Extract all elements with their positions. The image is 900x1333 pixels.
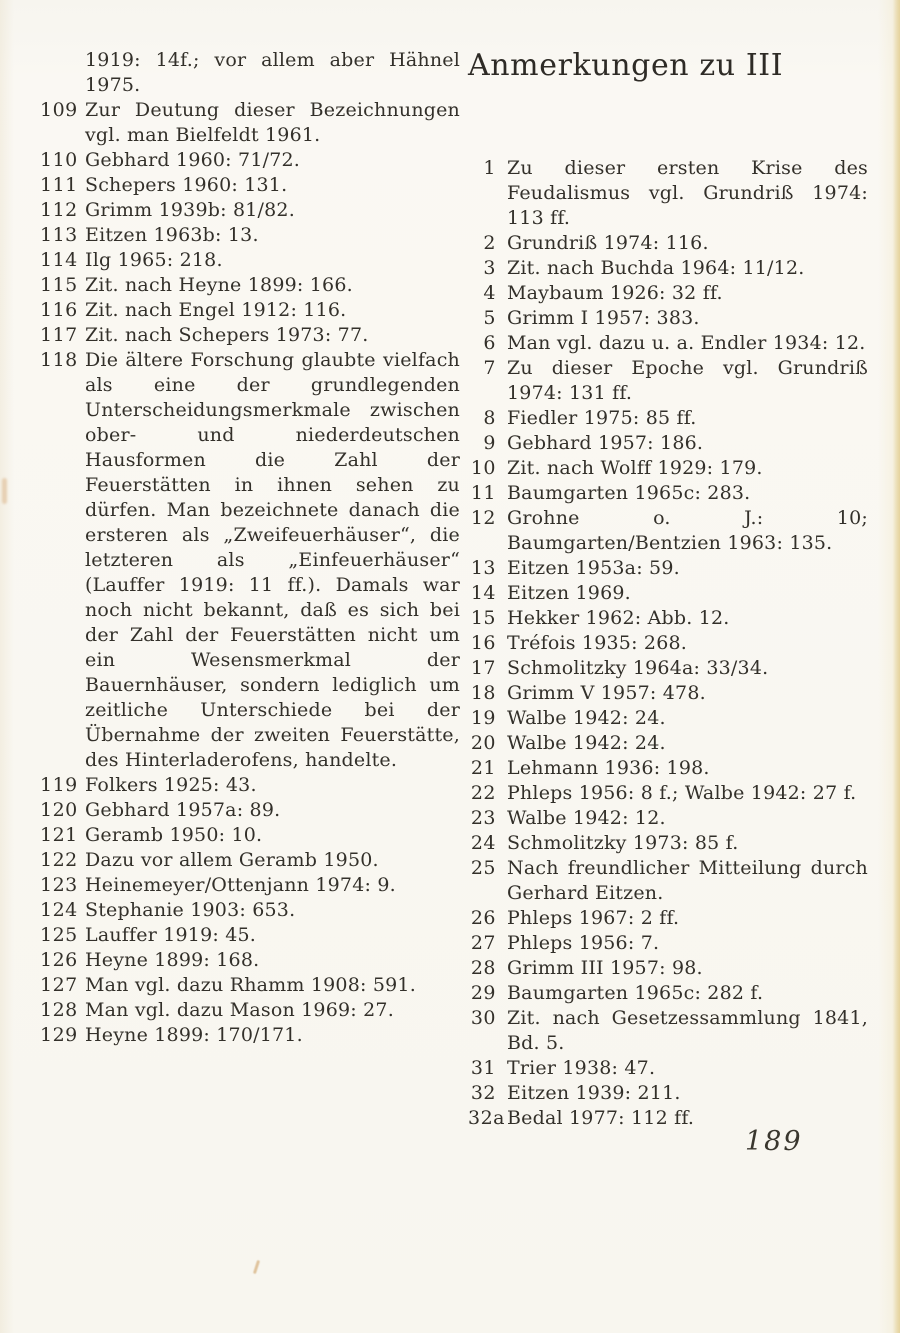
footnote-text: Grimm 1939b: 81/82.: [85, 199, 295, 221]
footnote-entry: [468, 806, 868, 831]
continuation-line: 1975.: [85, 74, 141, 96]
footnote-number: 22: [470, 782, 496, 804]
footnote-text: Dazu vor allem Geramb 1950.: [85, 849, 379, 871]
footnote-entry: [40, 273, 460, 298]
footnote-entry: [468, 556, 868, 581]
footnote-entry: [468, 781, 868, 806]
footnote-number: 26: [470, 907, 496, 929]
footnote-entry: [40, 348, 460, 773]
footnote-number: 28: [470, 957, 496, 979]
footnote-number: 18: [470, 682, 496, 704]
footnote-number: 118: [40, 349, 78, 371]
footnote-number: 6: [483, 332, 496, 354]
footnote-entry: [40, 948, 460, 973]
footnote-text: Hekker 1962: Abb. 12.: [507, 607, 730, 629]
footnote-text: Schepers 1960: 131.: [85, 174, 288, 196]
footnote-number: 21: [470, 757, 496, 779]
footnote-text: Zur Deutung dieser Bezeichnungen vgl. man Bielfeldt 1961.: [85, 99, 460, 146]
footnote-entry: [468, 606, 868, 631]
footnote-text: Phleps 1956: 7.: [507, 932, 660, 954]
footnote-text: Fiedler 1975: 85 ff.: [507, 407, 697, 429]
footnote-text: Ilg 1965: 218.: [85, 249, 223, 271]
footnote-number: 17: [470, 657, 496, 679]
footnote-number: 3: [483, 257, 496, 279]
footnote-text: Zit. nach Engel 1912: 116.: [85, 299, 347, 321]
footnote-entry: [468, 756, 868, 781]
footnote-entry: [40, 1023, 460, 1048]
footnote-entry: [468, 831, 868, 856]
footnote-entry: [468, 956, 868, 981]
footnote-entry: [468, 1081, 868, 1106]
footnote-entry: [40, 98, 460, 148]
footnote-text: Grimm V 1957: 478.: [507, 682, 706, 704]
page-number: 189: [745, 1126, 803, 1157]
footnote-text: Zu dieser Epoche vgl. Grundriß 1974: 131 ff.: [507, 357, 868, 404]
footnote-number: 116: [40, 299, 78, 321]
footnote-number: 32a: [468, 1107, 506, 1129]
footnote-number: 112: [40, 199, 78, 221]
footnote-text: Zit. nach Gesetzessammlung 1841, Bd. 5.: [507, 1007, 868, 1054]
footnote-entry: [468, 281, 868, 306]
footnote-number: 128: [40, 999, 78, 1021]
footnote-number: 32: [470, 1082, 496, 1104]
footnote-number: 5: [483, 307, 496, 329]
footnote-text: Grimm I 1957: 383.: [507, 307, 700, 329]
footnote-text: Man vgl. dazu u. a. Endler 1934: 12.: [507, 332, 866, 354]
footnote-text: Zu dieser ersten Krise des Feudalismus vgl. Grundriß 1974: 113 ff.: [507, 157, 868, 229]
footnote-number: 125: [40, 924, 78, 946]
footnote-number: 120: [40, 799, 78, 821]
footnote-number: 30: [470, 1007, 496, 1029]
footnote-number: 29: [470, 982, 496, 1004]
footnote-text: Zit. nach Schepers 1973: 77.: [85, 324, 369, 346]
footnote-number: 1: [483, 157, 496, 179]
footnote-text: Eitzen 1963b: 13.: [85, 224, 259, 246]
footnote-number: 7: [483, 357, 496, 379]
footnote-number: 110: [40, 149, 78, 171]
footnote-number: 115: [40, 274, 78, 296]
footnote-entry: [468, 156, 868, 231]
footnote-text: Schmolitzky 1973: 85 f.: [507, 832, 739, 854]
footnote-text: Eitzen 1969.: [507, 582, 631, 604]
footnote-entry: [40, 148, 460, 173]
footnote-number: 114: [40, 249, 78, 271]
footnote-entry: [40, 873, 460, 898]
footnote-number: 16: [470, 632, 496, 654]
footnote-entry: [468, 981, 868, 1006]
footnote-entry: [40, 898, 460, 923]
scan-edge-right: [893, 0, 900, 1333]
footnote-number: 31: [470, 1057, 496, 1079]
footnote-entry: [468, 581, 868, 606]
footnote-text: Gebhard 1957: 186.: [507, 432, 704, 454]
footnote-entry: [468, 306, 868, 331]
footnote-text: Tréfois 1935: 268.: [507, 632, 688, 654]
footnote-text: Man vgl. dazu Rhamm 1908: 591.: [85, 974, 416, 996]
footnote-entry: [468, 1056, 868, 1081]
footnote-number: 122: [40, 849, 78, 871]
footnote-text: Geramb 1950: 10.: [85, 824, 263, 846]
footnote-entry: [468, 681, 868, 706]
footnote-text: Grohne o. J.: 10; Baumgarten/Bentzien 1963: 135.: [507, 507, 868, 554]
footnote-text: Man vgl. dazu Mason 1969: 27.: [85, 999, 394, 1021]
footnote-number: 24: [470, 832, 496, 854]
footnote-entry: [40, 223, 460, 248]
footnote-text: Phleps 1956: 8 f.; Walbe 1942: 27 f.: [507, 782, 857, 804]
footnote-text: Grundriß 1974: 116.: [507, 232, 709, 254]
footnote-entry: [468, 1006, 868, 1056]
footnote-entry: [40, 173, 460, 198]
footnote-text: Baumgarten 1965c: 282 f.: [507, 982, 764, 1004]
right-notes-list: [468, 156, 868, 1131]
footnote-text: Bedal 1977: 112 ff.: [507, 1107, 695, 1129]
footnote-number: 2: [483, 232, 496, 254]
footnote-entry: [468, 481, 868, 506]
footnote-text: Zit. nach Buchda 1964: 11/12.: [507, 257, 805, 279]
note-continuation: [85, 48, 460, 98]
footnote-entry: [40, 323, 460, 348]
footnote-number: 127: [40, 974, 78, 996]
footnote-entry: [468, 456, 868, 481]
footnote-number: 119: [40, 774, 78, 796]
bottom-scan-mark: [253, 1260, 260, 1274]
footnote-text: Lauffer 1919: 45.: [85, 924, 257, 946]
footnote-entry: [40, 798, 460, 823]
footnote-number: 12: [470, 507, 496, 529]
footnote-text: Heyne 1899: 168.: [85, 949, 260, 971]
footnote-text: Folkers 1925: 43.: [85, 774, 257, 796]
footnote-text: Heinemeyer/Ottenjann 1974: 9.: [85, 874, 396, 896]
footnote-entry: [40, 998, 460, 1023]
footnote-text: Gebhard 1960: 71/72.: [85, 149, 301, 171]
footnote-entry: [40, 848, 460, 873]
footnote-number: 4: [483, 282, 496, 304]
footnote-text: Nach freundlicher Mitteilung durch Gerhard Eitzen.: [507, 857, 868, 904]
footnote-text: Trier 1938: 47.: [507, 1057, 656, 1079]
footnote-entry: [468, 231, 868, 256]
footnote-entry: [40, 198, 460, 223]
footnote-number: 129: [40, 1024, 78, 1046]
footnote-text: Die ältere Forschung glaubte vielfach als eine der grundlegenden Unterscheidungsmerkmale zwischen ober- und niederdeutschen Hausformen die Zahl der Feuerstätten in ihnen sehen zu dürfen. Man bezeichnete danach die ersteren als „Zweifeuerhäuser“, die letzteren als „Einfeuerhäuser“ (Lauffer 1919: 11 ff.). Damals war noch nicht bekannt, daß es sich bei der Zahl der Feuerstätten nicht um ein Wesensmerkmal der Bauernhäuser, sondern lediglich um zeitliche Unterschiede bei der Übernahme der zweiten Feuerstätte, des Hinterladerofens, handelte.: [85, 349, 460, 771]
footnote-text: Walbe 1942: 24.: [507, 732, 666, 754]
section-heading: Anmerkungen zu III: [468, 48, 784, 83]
footnote-number: 11: [470, 482, 496, 504]
footnote-text: Schmolitzky 1964a: 33/34.: [507, 657, 769, 679]
footnote-number: 14: [470, 582, 496, 604]
footnote-entry: [468, 931, 868, 956]
footnote-text: Eitzen 1953a: 59.: [507, 557, 680, 579]
footnote-number: 8: [483, 407, 496, 429]
footnote-entry: [468, 331, 868, 356]
footnote-number: 123: [40, 874, 78, 896]
footnote-text: Zit. nach Heyne 1899: 166.: [85, 274, 353, 296]
footnote-entry: [40, 248, 460, 273]
footnote-text: Walbe 1942: 24.: [507, 707, 666, 729]
footnote-entry: [40, 923, 460, 948]
footnote-entry: [40, 773, 460, 798]
footnote-text: Stephanie 1903: 653.: [85, 899, 296, 921]
footnote-entry: [468, 906, 868, 931]
footnote-entry: [468, 1106, 868, 1131]
footnote-text: Gebhard 1957a: 89.: [85, 799, 281, 821]
footnote-text: Walbe 1942: 12.: [507, 807, 666, 829]
footnote-entry: [468, 406, 868, 431]
continuation-line: 1919: 14f.; vor allem aber Hähnel: [85, 49, 460, 71]
footnote-number: 20: [470, 732, 496, 754]
footnote-text: Zit. nach Wolff 1929: 179.: [507, 457, 763, 479]
right-notes-column: [468, 48, 868, 1131]
footnote-number: 109: [40, 99, 78, 121]
footnote-text: Heyne 1899: 170/171.: [85, 1024, 303, 1046]
footnote-entry: [468, 706, 868, 731]
left-notes-column: [40, 48, 460, 1048]
footnote-number: 126: [40, 949, 78, 971]
footnote-number: 9: [483, 432, 496, 454]
footnote-entry: [468, 656, 868, 681]
footnote-text: Maybaum 1926: 32 ff.: [507, 282, 723, 304]
footnote-entry: [40, 973, 460, 998]
footnote-entry: [468, 506, 868, 556]
footnote-number: 113: [40, 224, 78, 246]
footnote-text: Phleps 1967: 2 ff.: [507, 907, 680, 929]
footnote-number: 15: [470, 607, 496, 629]
footnote-number: 124: [40, 899, 78, 921]
footnote-number: 13: [470, 557, 496, 579]
footnote-text: Lehmann 1936: 198.: [507, 757, 710, 779]
footnote-text: Grimm III 1957: 98.: [507, 957, 703, 979]
footnote-entry: [468, 856, 868, 906]
footnote-number: 111: [40, 174, 78, 196]
footnote-number: 25: [470, 857, 496, 879]
footnote-number: 19: [470, 707, 496, 729]
footnote-entry: [468, 431, 868, 456]
footnote-number: 117: [40, 324, 78, 346]
footnote-entry: [40, 298, 460, 323]
footnote-entry: [468, 631, 868, 656]
footnote-text: Eitzen 1939: 211.: [507, 1082, 681, 1104]
margin-scan-mark: [2, 478, 7, 504]
footnote-number: 121: [40, 824, 78, 846]
footnote-number: 23: [470, 807, 496, 829]
footnote-entry: [40, 823, 460, 848]
footnote-number: 10: [470, 457, 496, 479]
footnote-number: 27: [470, 932, 496, 954]
left-notes-list: [40, 98, 460, 1048]
footnote-text: Baumgarten 1965c: 283.: [507, 482, 751, 504]
footnote-entry: [468, 256, 868, 281]
footnote-entry: [468, 356, 868, 406]
footnote-entry: [468, 731, 868, 756]
